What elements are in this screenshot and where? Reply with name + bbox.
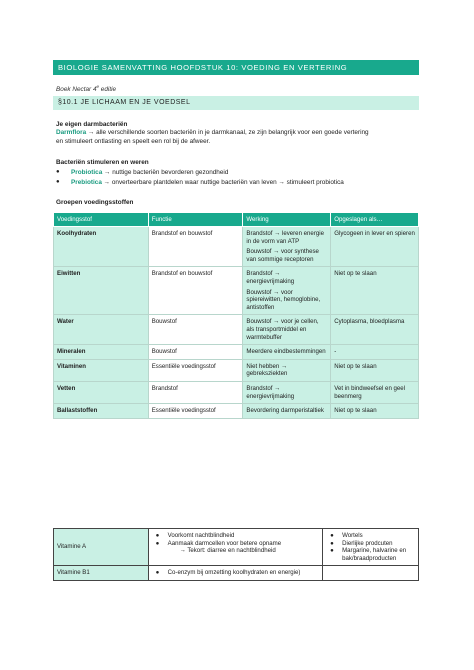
vitamin-source-cell [323, 566, 419, 581]
bullet-icon: ● [155, 569, 160, 577]
table-row [54, 227, 419, 267]
heading-stimuleren: Bacteriën stimuleren en weren [56, 159, 149, 166]
nutrient-action-cell [243, 345, 331, 360]
nutrient-function-cell: Essentiële voedingsstof [148, 404, 243, 419]
edition-rest: editie [99, 86, 117, 94]
vitamins-table [53, 528, 419, 581]
vitamin-source-cell [323, 529, 419, 566]
action-text: Brandstof → energievrijmaking [246, 384, 295, 400]
list-item [326, 547, 415, 562]
nutrient-name-cell: Ballaststoffen [54, 404, 149, 419]
list-item [152, 532, 319, 540]
section-heading: §10.1 JE LICHAAM EN JE VOEDSEL [53, 96, 419, 110]
action-text: Brandstof → energievrijmaking [246, 270, 295, 285]
table-header-row [54, 213, 419, 227]
darmflora-paragraph: Darmflora → alle verschillende soorten bacteriën in je darmkanaal, ze zijn belangrijk voor een goede vertering [56, 129, 369, 136]
action-text: Meerdere eindbestemmingen [246, 348, 326, 356]
bullet-icon: ● [155, 539, 160, 547]
list-item [152, 540, 319, 548]
nutrient-storage-cell: Niet op te slaan [331, 404, 419, 419]
edition-note [56, 84, 116, 93]
nutrient-action-cell [243, 404, 331, 419]
nutrient-name-cell: Mineralen [54, 345, 149, 360]
nutrient-function-cell: Brandstof en bouwstof [148, 267, 243, 315]
action-text: Bouwstof → voor synthese van sommige receptoren [246, 248, 319, 263]
nutrient-function-cell: Essentiële voedingsstof [148, 359, 243, 381]
nutrient-storage-cell: Niet op te slaan [331, 359, 419, 381]
action-text: Niet hebben → gebreksziekten [246, 362, 288, 378]
list-item-text: Dierlijke prodcuten [342, 539, 393, 547]
nutrient-name-cell: Water [54, 315, 149, 345]
vitamin-name-cell: Vitamine B1 [54, 566, 149, 581]
column-header: Functie [148, 213, 243, 227]
table-row [54, 529, 419, 566]
list-item [326, 532, 415, 540]
nutrient-function-cell: Bouwstof [148, 345, 243, 360]
table-row [54, 381, 419, 403]
nutrient-name-cell: Vitaminen [54, 359, 149, 381]
action-text: Bouwstof → voor je cellen, als transportmiddel en warmtebuffer [246, 318, 319, 341]
list-item-text: → Tekort: diarree en nachtblindheid [179, 547, 276, 555]
darmflora-term: Darmflora [56, 129, 87, 136]
table-row [54, 404, 419, 419]
list-item-text: Wortels [342, 532, 363, 539]
column-header: Voedingsstof [54, 213, 149, 227]
bullet-icon: ● [56, 169, 60, 175]
nutrient-action-cell [243, 267, 331, 315]
list-item-prebiotica: ● Prebiotica → onverteerbare plantdelen waar nuttige bacteriën van leven → stimuleert probiotica [56, 179, 344, 186]
table-row [54, 345, 419, 360]
list-item-text: Voorkomt nachtblindheid [167, 532, 235, 539]
heading-groepen: Groepen voedingsstoffen [56, 199, 134, 206]
table-row [54, 359, 419, 381]
nutrient-name-cell: Vetten [54, 381, 149, 403]
list-item-probiotica: ● Probiotica → nuttige bacteriën bevorderen gezondheid [56, 169, 229, 176]
edition-sup: e [96, 84, 100, 89]
column-header: Werking [243, 213, 331, 227]
vitamin-function-cell [148, 529, 322, 566]
bullet-icon: ● [330, 532, 334, 539]
list-item [152, 569, 319, 577]
nutrient-storage-cell: - [331, 345, 419, 360]
nutrient-function-cell: Brandstof [148, 381, 243, 403]
nutrient-storage-cell: Glycogeen in lever en spieren [331, 227, 419, 267]
nutrient-storage-cell: Niet op te slaan [331, 267, 419, 315]
action-text: Bevordering darmperistaltiek [246, 407, 324, 415]
vitamin-function-cell [148, 566, 322, 581]
bullet-icon: ● [330, 547, 334, 555]
nutrient-action-cell [243, 381, 331, 403]
nutrient-function-cell: Bouwstof [148, 315, 243, 345]
list-item [326, 540, 415, 548]
nutrient-action-cell [243, 315, 331, 345]
column-header: Opgeslagen als… [331, 213, 419, 227]
nutrient-storage-cell: Cytoplasma, bloedplasma [331, 315, 419, 345]
edition-main: Boek Nectar 4 [56, 86, 97, 94]
nutrient-name-cell: Eiwitten [54, 267, 149, 315]
list-item-text: Co-enzym bij omzetting koolhydraten en energie) [167, 569, 301, 577]
list-item-text: Aanmaak darmcellen voor betere opname [167, 539, 282, 547]
bullet-icon: ● [330, 539, 334, 547]
vitamin-name-cell: Vitamine A [54, 529, 149, 566]
darmflora-text1: alle verschillende soorten bacteriën in je darmkanaal, ze zijn belangrijk voor een goede vertering [96, 129, 369, 136]
bullet-icon: ● [56, 179, 60, 185]
nutrients-table [53, 212, 419, 419]
action-text: Bouwstof → voor spiereiwitten, hemoglobine, antistoffen [246, 288, 321, 311]
bullet-icon: ● [155, 532, 160, 539]
list-item-text: Margarine, halvarine en bak/braadproducten [342, 547, 407, 562]
heading-darmbacterien: Je eigen darmbacteriën [56, 121, 128, 128]
nutrient-action-cell [243, 359, 331, 381]
nutrient-function-cell: Brandstof en bouwstof [148, 227, 243, 267]
nutrient-name-cell: Koolhydraten [54, 227, 149, 267]
table-row [54, 267, 419, 315]
table-row [54, 315, 419, 345]
nutrient-action-cell [243, 227, 331, 267]
darmflora-text2: en stimuleert ontlasting en speelt een rol bij de afweer. [56, 138, 211, 145]
list-item [152, 547, 319, 555]
table-row [54, 566, 419, 581]
nutrient-storage-cell: Vet in bindweefsel en geel beenmerg [331, 381, 419, 403]
chapter-title-banner: BIOLOGIE SAMENVATTING HOOFDSTUK 10: VOEDING EN VERTERING [53, 60, 419, 75]
action-text: Brandstof → leveren energie in de vorm van ATP [246, 230, 324, 245]
